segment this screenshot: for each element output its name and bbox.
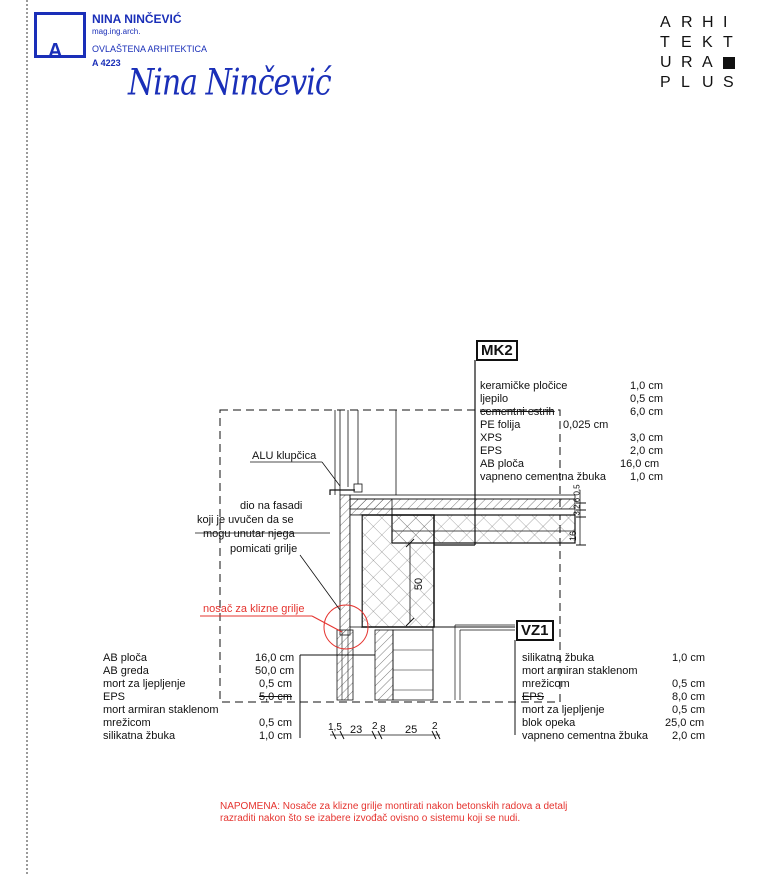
vz1-layer-value: 0,5 cm (672, 678, 706, 690)
facade-label-line-2: koji je uvučen da se (197, 514, 294, 526)
beam-layer-value: 50,0 cm (255, 665, 295, 677)
logo-letter: H (702, 14, 714, 31)
logo-letter: E (681, 34, 692, 51)
mk2-layer-name: ljepilo (480, 393, 509, 405)
logo-letter: U (660, 54, 672, 71)
mk2-layer-name: vapneno cementna žbuka (480, 471, 606, 483)
note-text: NAPOMENA: Nosače za klizne grilje montirati nakon betonskih radova a detalj razraditi nakon što se izabere izvođač ovisno o sistemu koji se nudi. (220, 801, 568, 824)
vz1-layer-value: 25,0 cm (665, 717, 705, 729)
alu-sill-label: ALU klupčica (252, 450, 317, 462)
right-wall-lines (433, 625, 515, 700)
beam-layer-name: mort armiran staklenom (103, 704, 219, 716)
dimension-label: 23 (350, 724, 363, 736)
beam-layer-name: silikatna žbuka (103, 730, 176, 742)
beam-layer-value: 5,0 cm (259, 691, 293, 703)
logo-letter: T (660, 34, 670, 51)
mk2-layer-name: AB ploča (480, 458, 525, 470)
mk2-layer-value: 3,0 cm (630, 432, 664, 444)
vz1-layer-name: mort za ljepljenje (522, 704, 605, 716)
beam-layer-name: mort za ljepljenje (103, 678, 186, 690)
mk2-layer-value: 0,025 cm (563, 419, 609, 431)
beam-layer-name: EPS (103, 691, 126, 703)
logo-letter: K (702, 34, 713, 51)
beam-layer-value: 0,5 cm (259, 717, 293, 729)
mk2-layer-name: PE folija (480, 419, 521, 431)
mk2-layer-value: 16,0 cm (620, 458, 660, 470)
beam-layer-name: mrežicom (103, 717, 151, 729)
logo-letter: A (702, 54, 713, 71)
vz1-layer-value: 2,0 cm (672, 730, 706, 742)
window-profile (354, 484, 362, 492)
mk2-label: MK2 (476, 340, 518, 361)
stamp-academic-title: mag.ing.arch. (92, 27, 141, 36)
facade-label-line-1: dio na fasadi (240, 500, 303, 512)
beam-layer-value: 16,0 cm (255, 652, 295, 664)
mk2-layer-name: keramičke pločice (480, 380, 568, 392)
beam-layer-name: AB ploča (103, 652, 148, 664)
facade-leader-arrow (300, 555, 340, 610)
vz1-layer-value: 8,0 cm (672, 691, 706, 703)
bracket-leader-arrow (312, 616, 342, 632)
mk2-layer-value: 2,0 cm (630, 445, 664, 457)
facade-label-line-4: pomicati grilje (230, 543, 298, 555)
dimension-label: 1,5 (328, 722, 342, 733)
dimension-label: 2 (432, 721, 438, 732)
logo-letter: A (660, 14, 671, 31)
mk2-layer-value: 1,0 cm (630, 471, 664, 483)
vz1-layer-name: blok opeka (522, 717, 576, 729)
stamp-architect-name: NINA NINČEVIĆ (92, 12, 182, 26)
dimension-16-label: 16 (568, 530, 579, 542)
logo-letter: S (723, 74, 734, 91)
concrete-beam (362, 515, 434, 627)
beam-layer-value: 1,0 cm (259, 730, 293, 742)
mk2-layer-value: 1,0 cm (630, 380, 664, 392)
window-frame-lines (335, 410, 396, 495)
dimension-label: 2 (372, 721, 378, 732)
logo-letter: P (660, 74, 671, 91)
logo-letter: I (723, 14, 728, 31)
mk2-layer-name: EPS (480, 445, 503, 457)
dimension-label: 25 (405, 724, 418, 736)
logo-letter: R (681, 54, 693, 71)
vz1-layer-name: mort armiran staklenom (522, 665, 638, 677)
mk2-layer-name: XPS (480, 432, 503, 444)
vz1-layer-name: vapneno cementna žbuka (522, 730, 648, 742)
lower-wall (337, 630, 433, 700)
beam-layer-name: AB greda (103, 665, 149, 677)
logo-letter: U (702, 74, 714, 91)
vz1-layer-value: 1,0 cm (672, 652, 706, 664)
handwritten-signature: Nina Ninčević (128, 62, 331, 104)
dimension-50-label: 50 (413, 577, 426, 591)
alu-leader-arrow (322, 462, 340, 486)
facade-label-line-3: mogu unutar njega (203, 528, 295, 540)
alu-sill (330, 490, 355, 495)
vz1-layer-value: 0,5 cm (672, 704, 706, 716)
logo-letter: T (723, 34, 733, 51)
vz1-layer-name: mrežicom (522, 678, 570, 690)
stamp-license-number: A 4223 (92, 58, 121, 68)
dimension-label: 8 (380, 724, 386, 735)
beam-layer-value: 0,5 cm (259, 678, 293, 690)
mk2-layer-value: 0,5 cm (630, 393, 664, 405)
mk2-layer-name: cementni estrih (480, 406, 555, 418)
stamp-authorization: OVLAŠTENA ARHITEKTICA (92, 44, 208, 54)
screed-edge (350, 499, 392, 515)
facade-insulation (340, 495, 350, 635)
mk2-layer-value: 6,0 cm (630, 406, 664, 418)
logo-letter: R (681, 14, 693, 31)
stamp-logo-letter: A (48, 40, 63, 62)
bracket-label: nosač za klizne grilje (203, 603, 305, 615)
vz1-layer-name: silikatna žbuka (522, 652, 595, 664)
vz1-layer-name: EPS (522, 691, 545, 703)
vz1-label: VZ1 (516, 620, 554, 641)
dimension-small-label: 3 2 6 0,5 (572, 484, 582, 516)
logo-letter: L (681, 74, 690, 91)
